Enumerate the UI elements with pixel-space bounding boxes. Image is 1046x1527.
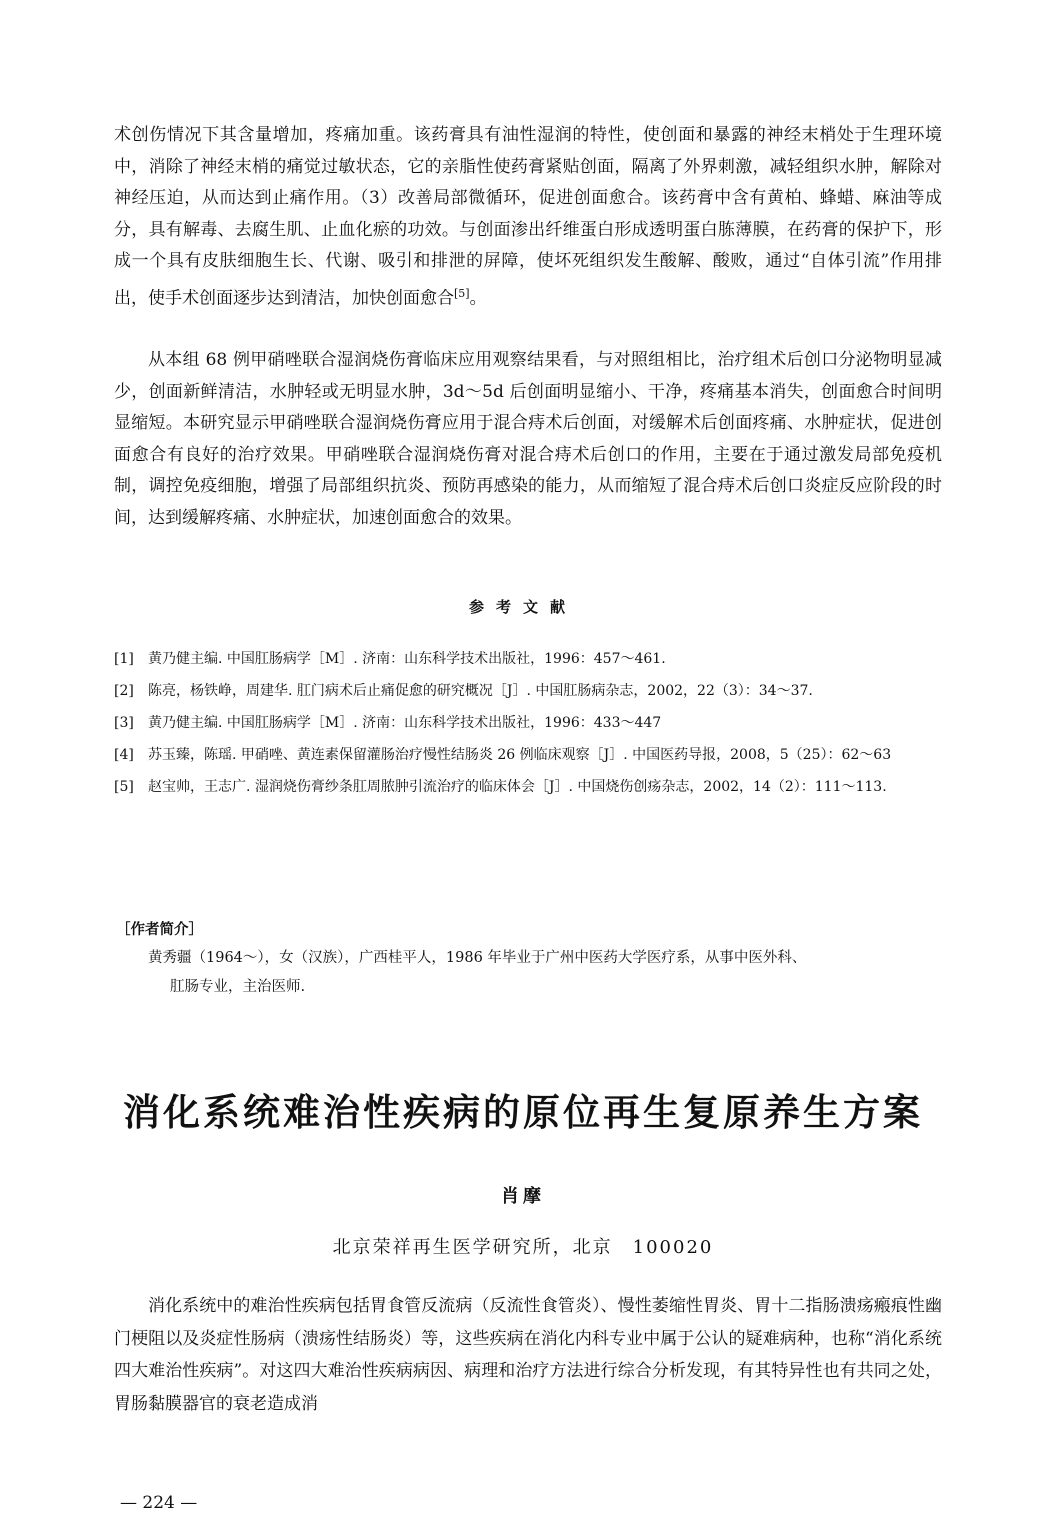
reference-item — [114, 774, 944, 801]
paragraph-end: 。 — [469, 288, 487, 309]
reference-text: 赵宝帅，王志广. 湿润烧伤膏纱条肛周脓肿引流治疗的临床体会［J］. 中国烧伤创疡杂志，2002，14（2）：111～113. — [148, 779, 887, 795]
body-paragraph — [114, 120, 942, 315]
reference-number: [4] — [114, 747, 134, 763]
reference-number: [1] — [114, 651, 134, 667]
reference-text: 黄乃健主编. 中国肛肠病学［M］. 济南：山东科学技术出版社，1996：457～461. — [148, 651, 666, 667]
article-title: 消化系统难治性疾病的原位再生复原养生方案 — [123, 1091, 923, 1134]
reference-item — [114, 678, 944, 705]
reference-item — [114, 742, 944, 769]
article-author: 肖摩 — [501, 1186, 545, 1207]
reference-number: [3] — [114, 715, 134, 731]
reference-item — [114, 646, 944, 673]
author-bio-line: 肛肠专业，主治医师. — [170, 979, 306, 995]
reference-number: [5] — [114, 779, 134, 795]
author-bio-line: 黄秀疆（1964～），女（汉族），广西桂平人，1986 年毕业于广州中医药大学医疗系，从事中医外科、 — [148, 950, 807, 966]
reference-text: 黄乃健主编. 中国肛肠病学［M］. 济南：山东科学技术出版社，1996：433～447 — [148, 715, 662, 731]
references-heading: 参考文献 — [468, 598, 577, 616]
author-bio — [148, 944, 944, 1002]
reference-text: 苏玉臻，陈瑶. 甲硝唑、黄连素保留灌肠治疗慢性结肠炎 26 例临床观察［J］. 中国医药导报，2008，5（25）：62～63 — [148, 747, 892, 763]
body-paragraph: 从本组 68 例甲硝唑联合湿润烧伤膏临床应用观察结果看，与对照组相比，治疗组术后创口分泌物明显减少，创面新鲜清洁，水肿轻或无明显水肿，3d～5d 后创面明显缩小、干净，疼痛基本消失，创面愈合时间明显缩短。本研究显示甲硝唑联合湿润烧伤膏应用于混合痔术后创面，对缓解术后创面疼痛、水肿症状，促进创面愈合有良好的治疗效果。甲硝唑联合湿润烧伤膏对混合痔术后创口的作用，主要在于通过激发局部免疫机制，调控免疫细胞，增强了局部组织抗炎、预防再感染的能力，从而缩短了混合痔术后创口炎症反应阶段的时间，达到缓解疼痛、水肿症状，加速创面愈合的效果。 — [114, 350, 942, 528]
author-bio-label: ［作者简介］ — [116, 921, 203, 938]
reference-item — [114, 710, 944, 737]
paragraph-text: 术创伤情况下其含量增加，疼痛加重。该药膏具有油性湿润的特性，使创面和暴露的神经末梢处于生理环境中，消除了神经末梢的痛觉过敏状态，它的亲脂性使药膏紧贴创面，隔离了外界刺激，减轻组织水肿，解除对神经压迫，从而达到止痛作用。（3）改善局部微循环，促进创面愈合。该药膏中含有黄柏、蜂蜡、麻油等成分，具有解毒、去腐生肌、止血化瘀的功效。与创面渗出纤维蛋白形成透明蛋白胨薄膜，在药膏的保护下，形成一个具有皮肤细胞生长、代谢、吸引和排泄的屏障，使坏死组织发生酸解、酸败，通过“自体引流”作用排出，使手术创面逐步达到清洁，加快创面愈合 — [114, 125, 942, 309]
page-number: — 224 — — [120, 1493, 198, 1513]
article-affiliation: 北京荣祥再生医学研究所，北京 100020 — [332, 1237, 714, 1258]
reference-number: [2] — [114, 683, 134, 699]
article-body-paragraph: 消化系统中的难治性疾病包括胃食管反流病（反流性食管炎）、慢性萎缩性胃炎、胃十二指肠溃疡瘢痕性幽门梗阻以及炎症性肠病（溃疡性结肠炎）等，这些疾病在消化内科专业中属于公认的疑难病种，也称“消化系统四大难治性疾病”。对这四大难治性疾病病因、病理和治疗方法进行综合分析发现，有其特异性也有共同之处，胃肠黏膜器官的衰老造成消 — [114, 1296, 942, 1414]
citation-marker: [5] — [454, 286, 470, 300]
reference-text: 陈亮，杨铁峥，周建华. 肛门病术后止痛促愈的研究概况［J］. 中国肛肠病杂志，2002，22（3）：34～37. — [148, 683, 813, 699]
reference-list — [114, 646, 944, 806]
